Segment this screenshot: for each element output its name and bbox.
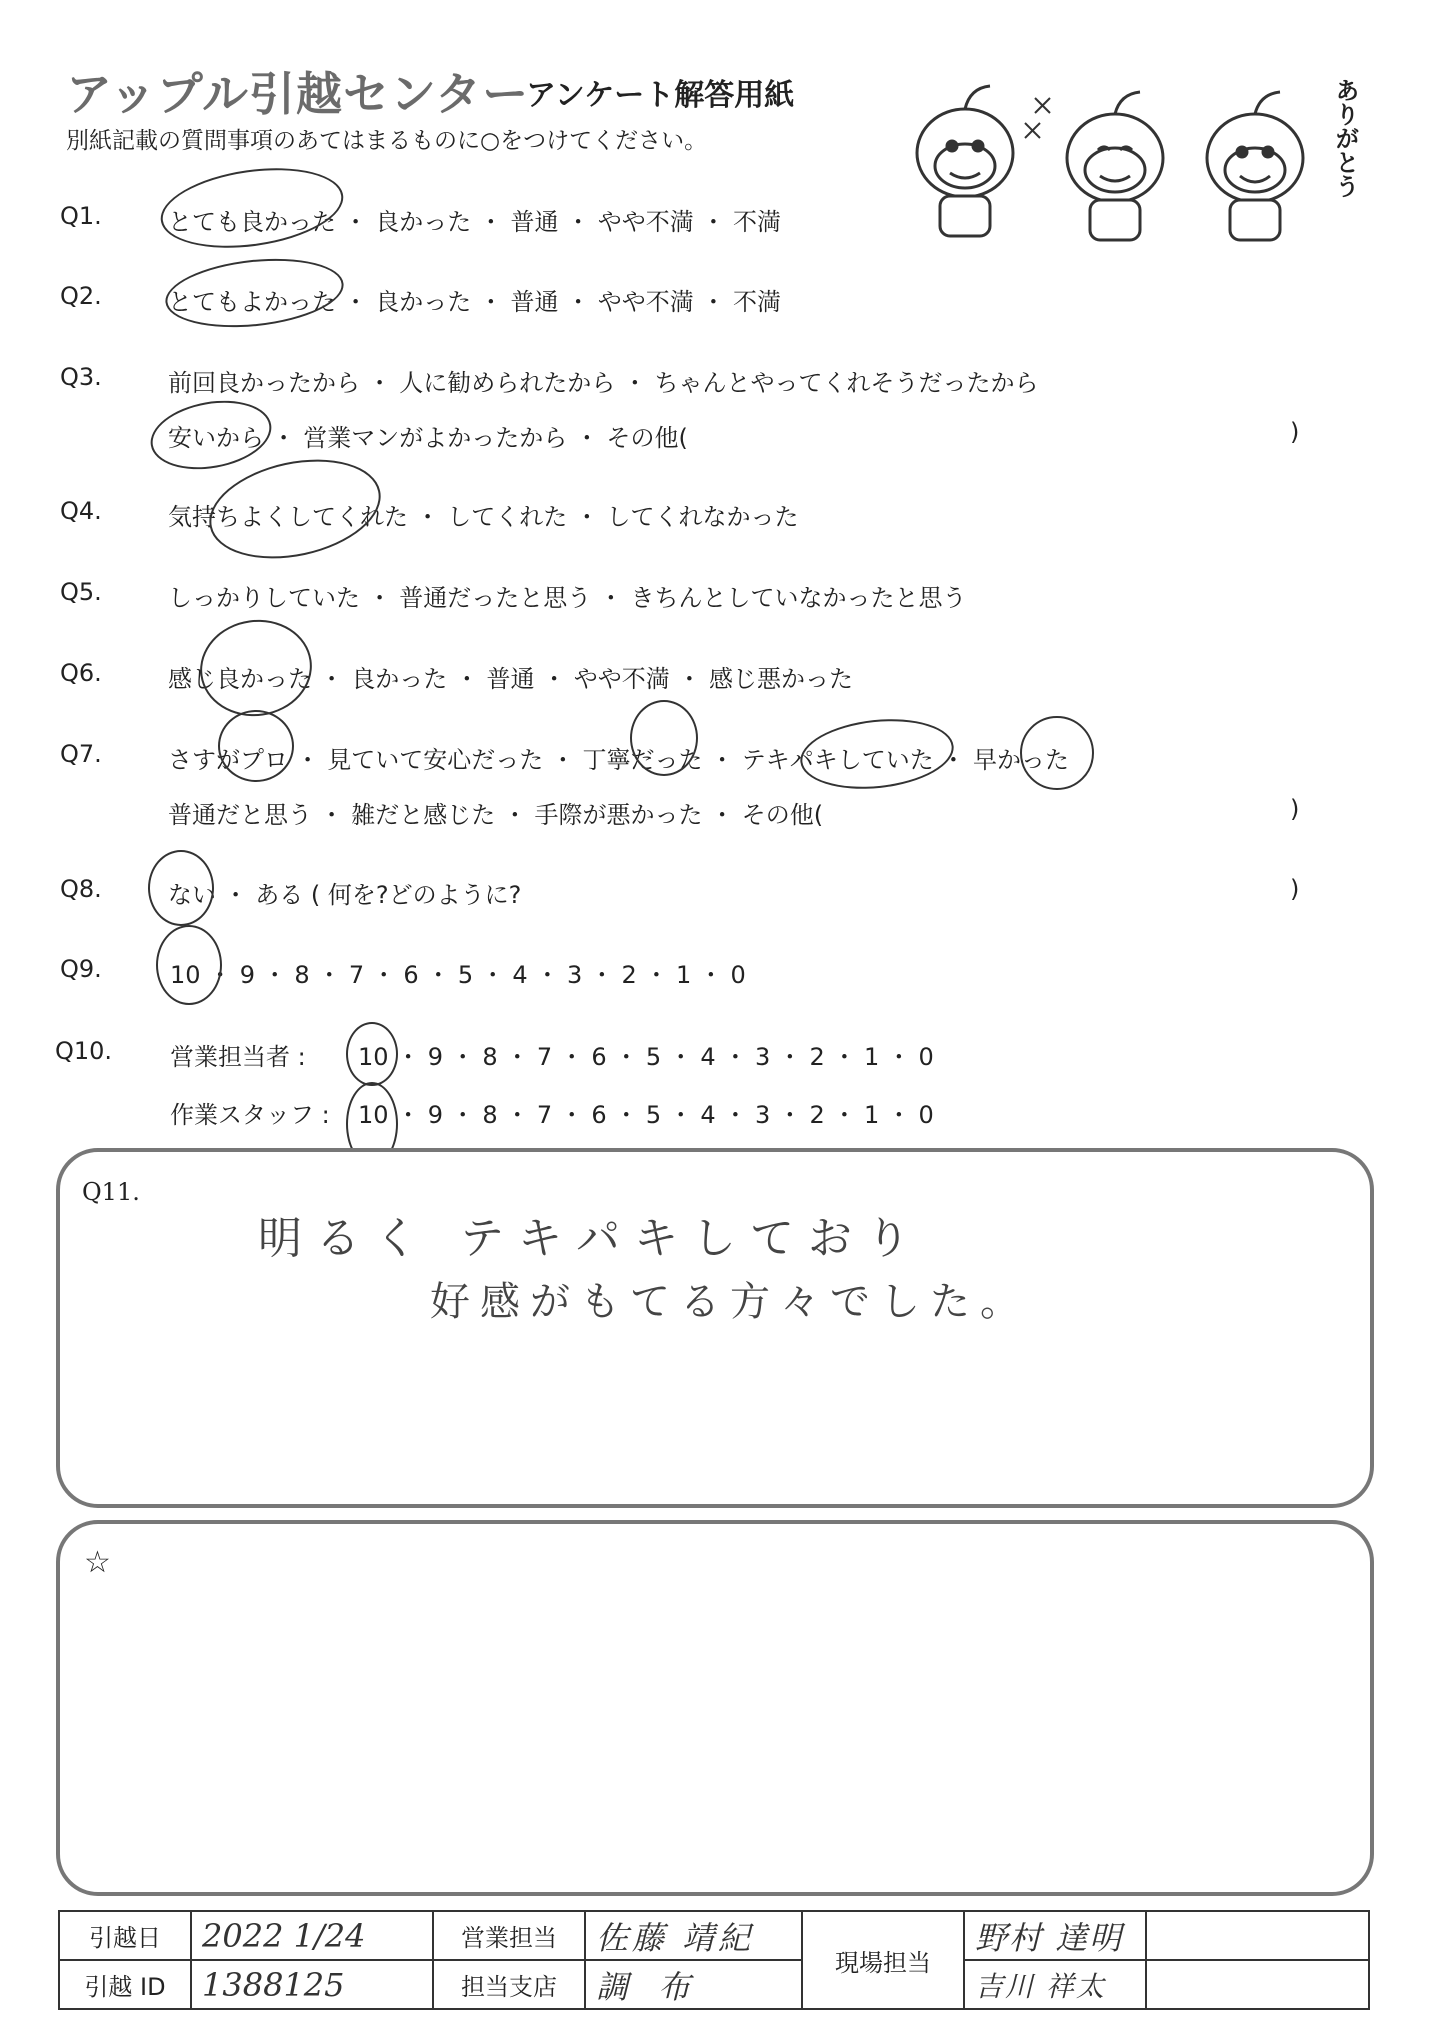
q10-sales-label: 営業担当者 : [170,1043,306,1071]
q3-label: Q3. [60,363,102,391]
q3-options-line2: 安いから ・ 営業マンがよかったから ・ その他( [168,424,688,452]
q9-answer-circle [156,925,222,1005]
site-staff-extra1 [1146,1911,1369,1960]
q7-circle-tekipaki [797,712,957,796]
q3-options-line1: 前回良かったから ・ 人に勧められたから ・ ちゃんとやってくれそうだったから [168,369,1039,397]
site-staff-label: 現場担当 [802,1911,964,2009]
move-date-label: 引越日 [59,1911,191,1960]
q8-label: Q8. [60,875,102,903]
branch-value: 調 布 [585,1960,802,2009]
q6-answer-circle [194,613,318,724]
q7-options-line2: 普通だと思う ・ 雑だと感じた ・ 手際が悪かった ・ その他( [168,801,824,829]
q2-label: Q2. [60,282,102,310]
move-id-value: 1388125 [191,1960,433,2009]
q3-answer-circle [145,392,277,478]
instruction-text: 別紙記載の質問事項のあてはまるものに○をつけてください。 [66,128,708,154]
q3-close-paren: ) [1290,418,1300,446]
q4-label: Q4. [60,497,102,525]
q9-label: Q9. [60,955,102,983]
q6-label: Q6. [60,659,102,687]
move-id-label: 引越 ID [59,1960,191,2009]
sparkle-marks [1025,98,1050,138]
mascot-monkey-2 [1067,92,1163,240]
q10-staff-scale: 10 ・ 9 ・ 8 ・ 7 ・ 6 ・ 5 ・ 4 ・ 3 ・ 2 ・ 1 ・ 0 [358,1101,934,1129]
sales-staff-value: 佐藤 靖紀 [585,1911,802,1960]
mascot-illustration [880,58,1350,248]
move-date-value: 2022 1/24 [191,1911,433,1960]
q7-circle-teinei [630,700,698,776]
q9-scale: 10 ・ 9 ・ 8 ・ 7 ・ 6 ・ 5 ・ 4 ・ 3 ・ 2 ・ 1 ・ 0 [170,961,746,989]
q11-answer-line1: 明るく テキパキしており [258,1213,924,1264]
site-staff-value2: 吉川 祥太 [964,1960,1146,2009]
q8-answer-circle [148,850,214,926]
q5-label: Q5. [60,578,102,606]
q7-label: Q7. [60,740,102,768]
q8-close-paren: ) [1290,875,1300,903]
branch-label: 担当支店 [433,1960,585,2009]
q11-answer-line2: 好感がもてる方々でした。 [430,1279,1030,1325]
q1-options: とても良かった ・ 良かった ・ 普通 ・ やや不満 ・ 不満 [168,208,782,236]
mascot-monkey-1 [917,86,1013,236]
q8-options: ない ・ ある ( 何を?どのように? [168,881,522,909]
comment-box [56,1520,1374,1896]
sales-staff-label: 営業担当 [433,1911,585,1960]
site-staff-extra2 [1146,1960,1369,2009]
q7-circle-hayakatta [1020,716,1094,790]
q1-label: Q1. [60,202,102,230]
q7-close-paren: ) [1290,795,1300,823]
q7-circle-pro [218,710,294,782]
q10-staff-label: 作業スタッフ : [170,1101,330,1129]
footer-table [58,1910,1370,2010]
q11-label: Q11. [82,1178,140,1206]
q1-answer-circle [156,158,349,259]
q7-options-line1: さすがプロ ・ 見ていて安心だった ・ 丁寧だった ・ テキパキしていた ・ 早かった [168,746,1070,774]
q6-options: 感じ良かった ・ 良かった ・ 普通 ・ やや不満 ・ 感じ悪かった [168,665,854,693]
brand-title: アップル引越センター [66,67,530,121]
q2-options: とてもよかった ・ 良かった ・ 普通 ・ やや不満 ・ 不満 [168,288,782,316]
form-subtitle: アンケート解答用紙 [526,78,795,113]
q10-label: Q10. [55,1037,113,1065]
mascot-monkey-3 [1207,92,1303,240]
q4-options: 気持ちよくしてくれた ・ してくれた ・ してくれなかった [168,503,799,531]
q2-answer-circle [162,251,347,335]
q10-sales-circle [346,1022,398,1086]
thanks-text: ありがとう [1331,78,1359,198]
site-staff-value1: 野村 達明 [964,1911,1146,1960]
star-icon: ☆ [84,1545,111,1580]
q5-options: しっかりしていた ・ 普通だったと思う ・ きちんとしていなかったと思う [168,584,967,612]
q10-sales-scale: 10 ・ 9 ・ 8 ・ 7 ・ 6 ・ 5 ・ 4 ・ 3 ・ 2 ・ 1 ・ 0 [358,1043,934,1071]
